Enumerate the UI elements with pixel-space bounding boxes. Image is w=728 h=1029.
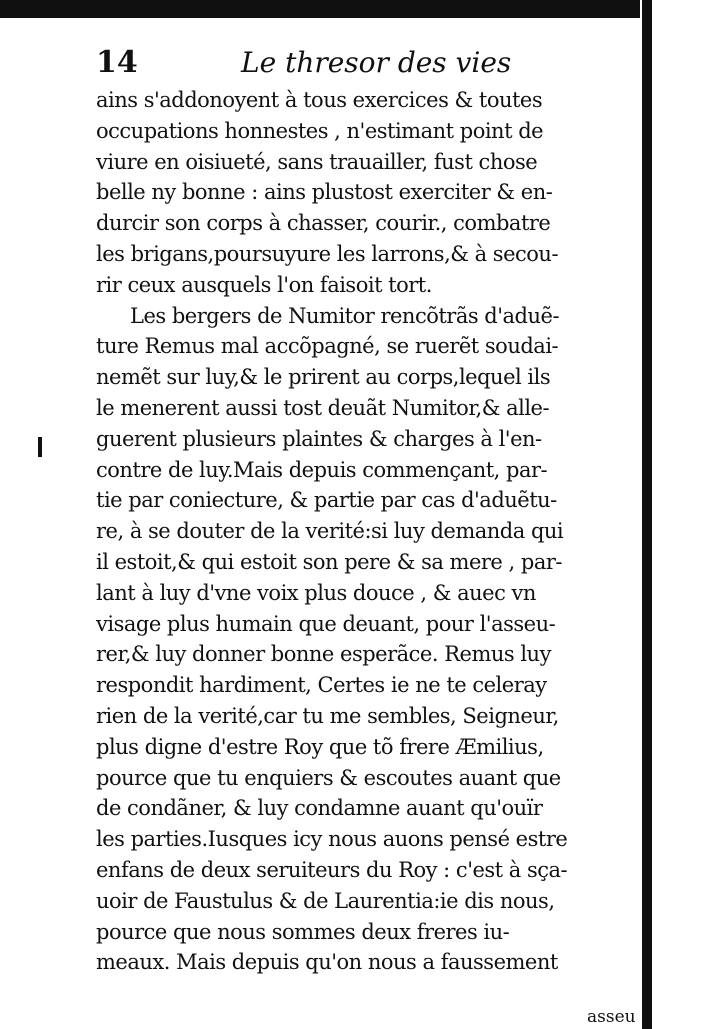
text-line: il estoit,& qui estoit son pere & sa mere , par- [96,549,562,574]
text-line: meaux. Mais depuis qu'on nous a faussement [96,950,558,975]
text-line: re, à se douter de la verité:si luy demanda qui [96,519,564,544]
text-line: plus digne d'estre Roy que tõ frere Æmilius, [96,734,544,759]
text-line: rien de la verité,car tu me sembles, Seigneur, [96,703,559,728]
text-line: guerent plusieurs plaintes & charges à l'en- [96,426,542,451]
text-line: les brigans,poursuyure les larrons,& à secou- [96,241,559,266]
page-right-edge-shadow [642,0,652,1029]
text-line: contre de luy.Mais depuis commençant, par- [96,457,548,482]
catchword: asseu [587,1007,636,1027]
paragraph-start-line: Les bergers de Numitor rencõtrãs d'aduẽ- [130,303,560,328]
text-line: de condãner, & luy condamne auant qu'ouïr [96,796,543,821]
text-line: uoir de Faustulus & de Laurentia:ie dis nous, [96,888,555,913]
text-line: respondit hardiment, Certes ie ne te celeray [96,673,547,698]
text-line: belle ny bonne : ains plustost exerciter & en- [96,180,553,205]
running-title: Le thresor des vies [241,46,512,79]
text-line: rer,& luy donner bonne esperãce. Remus luy [96,642,551,667]
margin-mark [38,437,42,457]
text-line: ture Remus mal accõpagné, se ruerẽt soudai- [96,334,559,359]
text-line: les parties.Iusques icy nous auons pensé estre [96,827,568,852]
text-line: durcir son corps à chasser, courir., combatre [96,211,551,236]
top-edge-gap [640,0,728,18]
text-line: nemẽt sur luy,& le prirent au corps,lequel ils [96,365,551,390]
text-line: occupations honnestes , n'estimant point de [96,118,544,143]
text-line: pource que nous sommes deux freres iu- [96,919,510,944]
text-line: le menerent aussi tost deuãt Numitor,& alle- [96,395,550,420]
text-line: ains s'addonoyent à tous exercices & toutes [96,88,543,112]
page-number: 14 [96,45,138,80]
text-line: tie par coniecture, & partie par cas d'aduẽtu- [96,488,557,513]
text-line: viure en oisiueté, sans trauailler, fust chose [96,149,538,174]
text-line: enfans de deux seruiteurs du Roy : c'est à sça- [96,857,568,882]
text-line: lant à luy d'vne voix plus douce , & auec vn [96,580,536,605]
text-line: pource que tu enquiers & escoutes auant que [96,765,561,790]
page-top-edge-shadow [0,0,660,18]
text-line: visage plus humain que deuant, pour l'asseu- [96,611,556,636]
text-line: rir ceux ausquels l'on faisoit tort. [96,272,432,297]
page-header [96,42,626,88]
body-text [96,85,632,978]
